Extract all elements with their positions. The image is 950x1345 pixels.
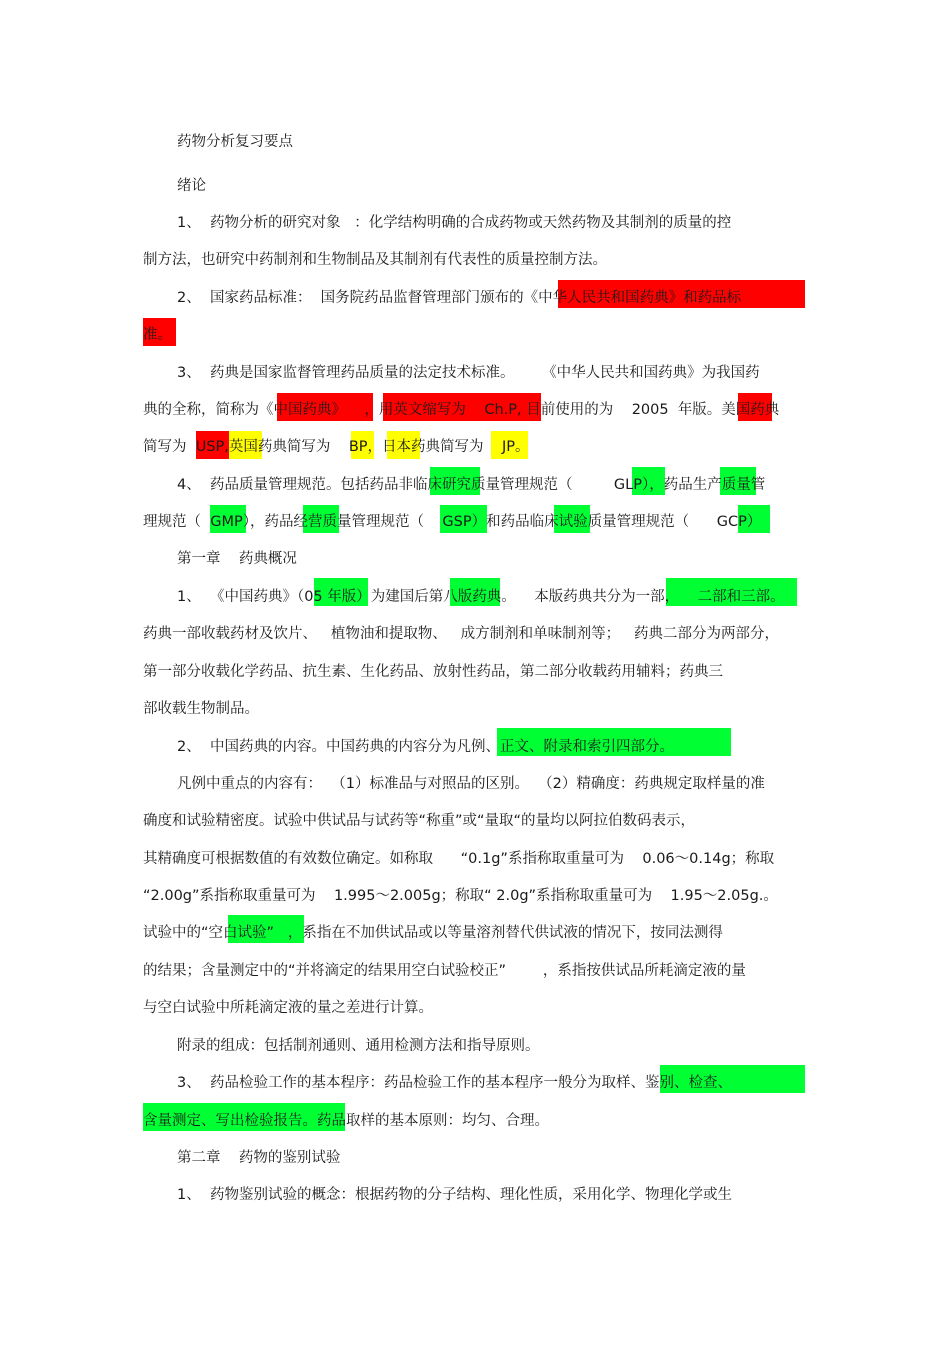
text-line: 理规范（ GMP），药品经营质量管理规范（ GSP）和药品临床试验质量管理规范（ GCP） xyxy=(143,514,762,530)
text-line: 药典一部收载药材及饮片、 植物油和提取物、 成方制剂和单味制剂等； 药典二部分为两部分， xyxy=(143,626,779,642)
text-line: 附录的组成：包括制剂通则、通用检测方法和指导原则。 xyxy=(177,1038,540,1054)
text-line: 其精确度可根据数值的有效数位确定。如称取 “0.1g”系指称取重量可为 0.06～0.14g；称取 xyxy=(143,851,775,867)
text-line: 1、 《中国药典》（05 年版）为建国后第八版药典。 本版药典共分为一部， 二部和三部。 xyxy=(177,589,785,605)
text-line: 确度和试验精密度。试验中供试品与试药等“称重”或“量取“的量均以阿拉伯数码表示， xyxy=(143,813,696,829)
text-line: 含量测定、写出检验报告。药品取样的基本原则：均匀、合理。 xyxy=(143,1113,549,1129)
text-line: 2、 国家药品标准： 国务院药品监督管理部门颁布的《中华人民共和国药典》和药品标 xyxy=(177,290,742,306)
text-line: 部收载生物制品。 xyxy=(143,701,259,717)
text-line: “2.00g”系指称取重量可为 1.995～2.005g；称取“ 2.0g”系指称取重量可为 1.95～2.05g.。 xyxy=(143,888,778,904)
text-line: 3、 药品检验工作的基本程序：药品检验工作的基本程序一般分为取样、鉴别、检查、 xyxy=(177,1075,732,1091)
text-line: 第一部分收载化学药品、抗生素、生化药品、放射性药品，第二部分收载药用辅料；药典三 xyxy=(143,664,723,680)
text-line: 的结果；含量测定中的“并将滴定的结果用空白试验校正” ，系指按供试品所耗滴定液的量 xyxy=(143,963,746,979)
doc-title: 药物分析复习要点 xyxy=(177,134,293,150)
text-line: 与空白试验中所耗滴定液的量之差进行计算。 xyxy=(143,1000,433,1016)
text-line: 3、 药典是国家监督管理药品质量的法定技术标准。 《中华人民共和国药典》为我国药 xyxy=(177,365,760,381)
text-line: 制方法，也研究中药制剂和生物制品及其制剂有代表性的质量控制方法。 xyxy=(143,252,607,268)
text-line: 1、 药物鉴别试验的概念：根据药物的分子结构、理化性质，采用化学、物理化学或生 xyxy=(177,1187,732,1203)
text-line: 1、 药物分析的研究对象 ：化学结构明确的合成药物或天然药物及其制剂的质量的控 xyxy=(177,215,732,231)
text-line: 典的全称，简称为《中国药典》 ，用英文缩写为 Ch.P, 目前使用的为 2005 年版。美国药典 xyxy=(143,402,780,418)
text-line: 4、 药品质量管理规范。包括药品非临床研究质量管理规范（ GLP），药品生产质量管 xyxy=(177,477,766,493)
chapter-heading: 第二章 药物的鉴别试验 xyxy=(177,1150,341,1166)
text-line: 简写为 USP,英国药典简写为 BP，日本药典简写为 JP。 xyxy=(143,439,530,455)
text-line: 凡例中重点的内容有： （1）标准品与对照品的区别。 （2）精确度：药典规定取样量的准 xyxy=(177,776,765,792)
chapter-heading: 第一章 药典概况 xyxy=(177,551,297,567)
section-heading-intro: 绪论 xyxy=(177,178,206,194)
text-line: 准。 xyxy=(143,327,172,343)
text-line: 试验中的“空白试验” ，系指在不加供试品或以等量溶剂替代供试液的情况下，按同法测得 xyxy=(143,925,723,941)
text-line: 2、 中国药典的内容。中国药典的内容分为凡例、正文、附录和索引四部分。 xyxy=(177,739,674,755)
